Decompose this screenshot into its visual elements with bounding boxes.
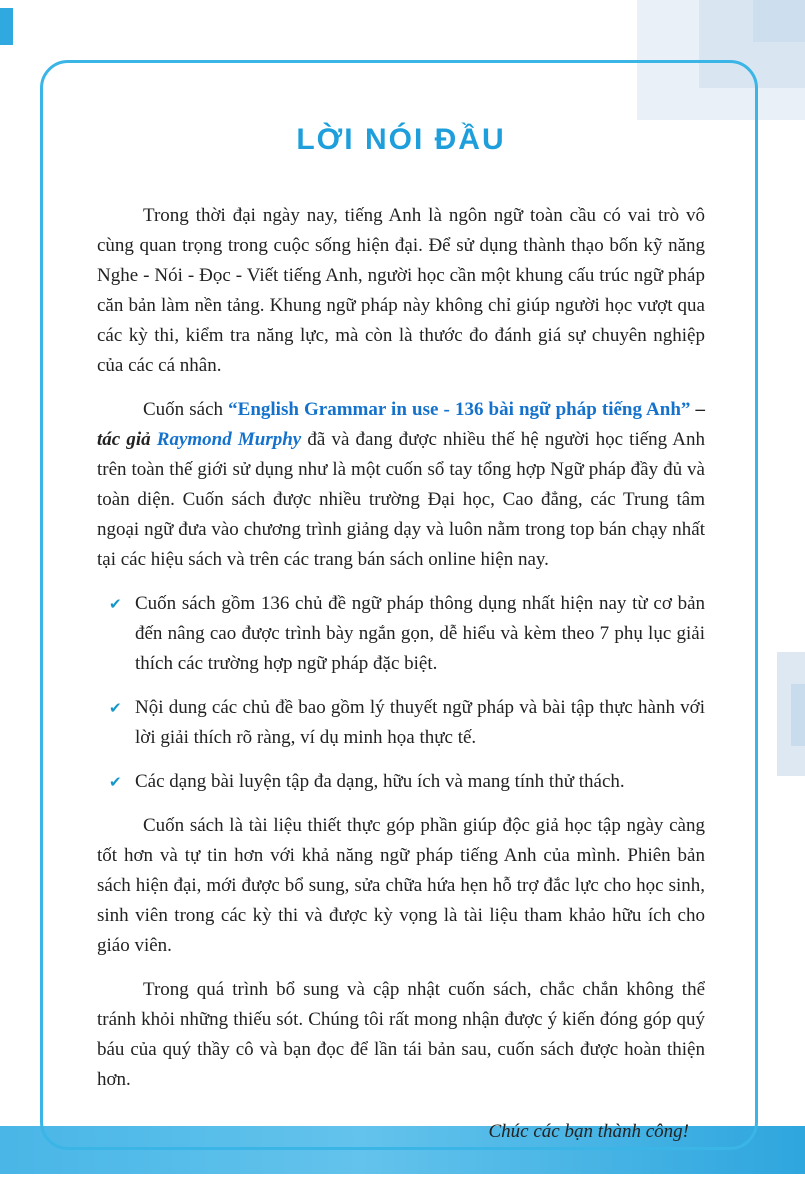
bullet-item [107,693,705,753]
paragraph-book [97,395,705,575]
check-icon: ✔ [109,775,122,791]
paragraph-book-lead: Cuốn sách [143,399,229,420]
right-edge-decoration-inner [791,684,805,746]
bullet-text: Cuốn sách gồm 136 chủ đề ngữ pháp thông dụng nhất hiện nay từ cơ bản đến nâng cao được trình bày ngắn gọn, dễ hiểu và kèm theo 7 phụ lục giải thích các trường hợp ngữ pháp đặc biệt. [135,593,705,674]
bullet-text: Các dạng bài luyện tập đa dạng, hữu ích và mang tính thử thách. [135,771,625,792]
paragraph-benefit: Cuốn sách là tài liệu thiết thực góp phần giúp độc giả học tập ngày càng tốt hơn và tự tin hơn với khả năng ngữ pháp tiếng Anh của mình. Phiên bản sách hiện đại, mới được bổ sung, sửa chữa hứa hẹn hỗ trợ đắc lực cho học sinh, sinh viên trong các kỳ thi và được kỳ vọng là tài liệu tham khảo hữu ích cho giáo viên. [97,815,705,956]
paragraph-book-rest: đã và đang được nhiều thế hệ người học tiếng Anh trên toàn thế giới sử dụng như là một cuốn sổ tay tổng hợp Ngữ pháp đầy đủ và toàn diện. Cuốn sách được nhiều trường Đại học, Cao đẳng, các Trung tâm ngoại ngữ đưa vào chương trình giảng dạy và luôn nằm trong top bán chạy nhất tại các hiệu sách và trên các trang bán sách online hiện nay. [97,429,705,570]
check-icon: ✔ [109,597,122,613]
paragraph-intro: Trong thời đại ngày nay, tiếng Anh là ngôn ngữ toàn cầu có vai trò vô cùng quan trọng trong cuộc sống hiện đại. Để sử dụng thành thạo bốn kỹ năng Nghe - Nói - Đọc - Viết tiếng Anh, người học cần một khung cấu trúc ngữ pháp căn bản làm nền tảng. Khung ngữ pháp này không chỉ giúp người học vượt qua các kỳ thi, kiểm tra năng lực, mà còn là thước đo đánh giá sự chuyên nghiệp của các cá nhân. [97,205,705,376]
corner-decoration-small [753,0,805,42]
bullet-item [107,589,705,679]
top-left-tab-decoration [0,8,13,45]
author-name: Raymond Murphy [156,429,302,450]
author-dash: – [690,399,705,420]
bullet-text: Nội dung các chủ đề bao gồm lý thuyết ngữ pháp và bài tập thực hành với lời giải thích rõ ràng, ví dụ minh họa thực tế. [135,697,705,748]
closing-line: Chúc các bạn thành công! [488,1121,689,1142]
check-icon: ✔ [109,701,122,717]
page-title: LỜI NÓI ĐẦU [296,123,506,156]
bullet-item [107,767,705,797]
feature-bullet-list [107,589,705,797]
page-frame [40,60,758,1150]
book-title-text: “English Grammar in use - 136 bài ngữ pháp tiếng Anh” [228,399,691,420]
paragraph-feedback: Trong quá trình bổ sung và cập nhật cuốn sách, chắc chắn không thể tránh khỏi những thiếu sót. Chúng tôi rất mong nhận được ý kiến đóng góp quý báu của quý thầy cô và bạn đọc để lần tái bản sau, cuốn sách được hoàn thiện hơn. [97,979,705,1090]
author-label: tác giả [97,429,157,450]
